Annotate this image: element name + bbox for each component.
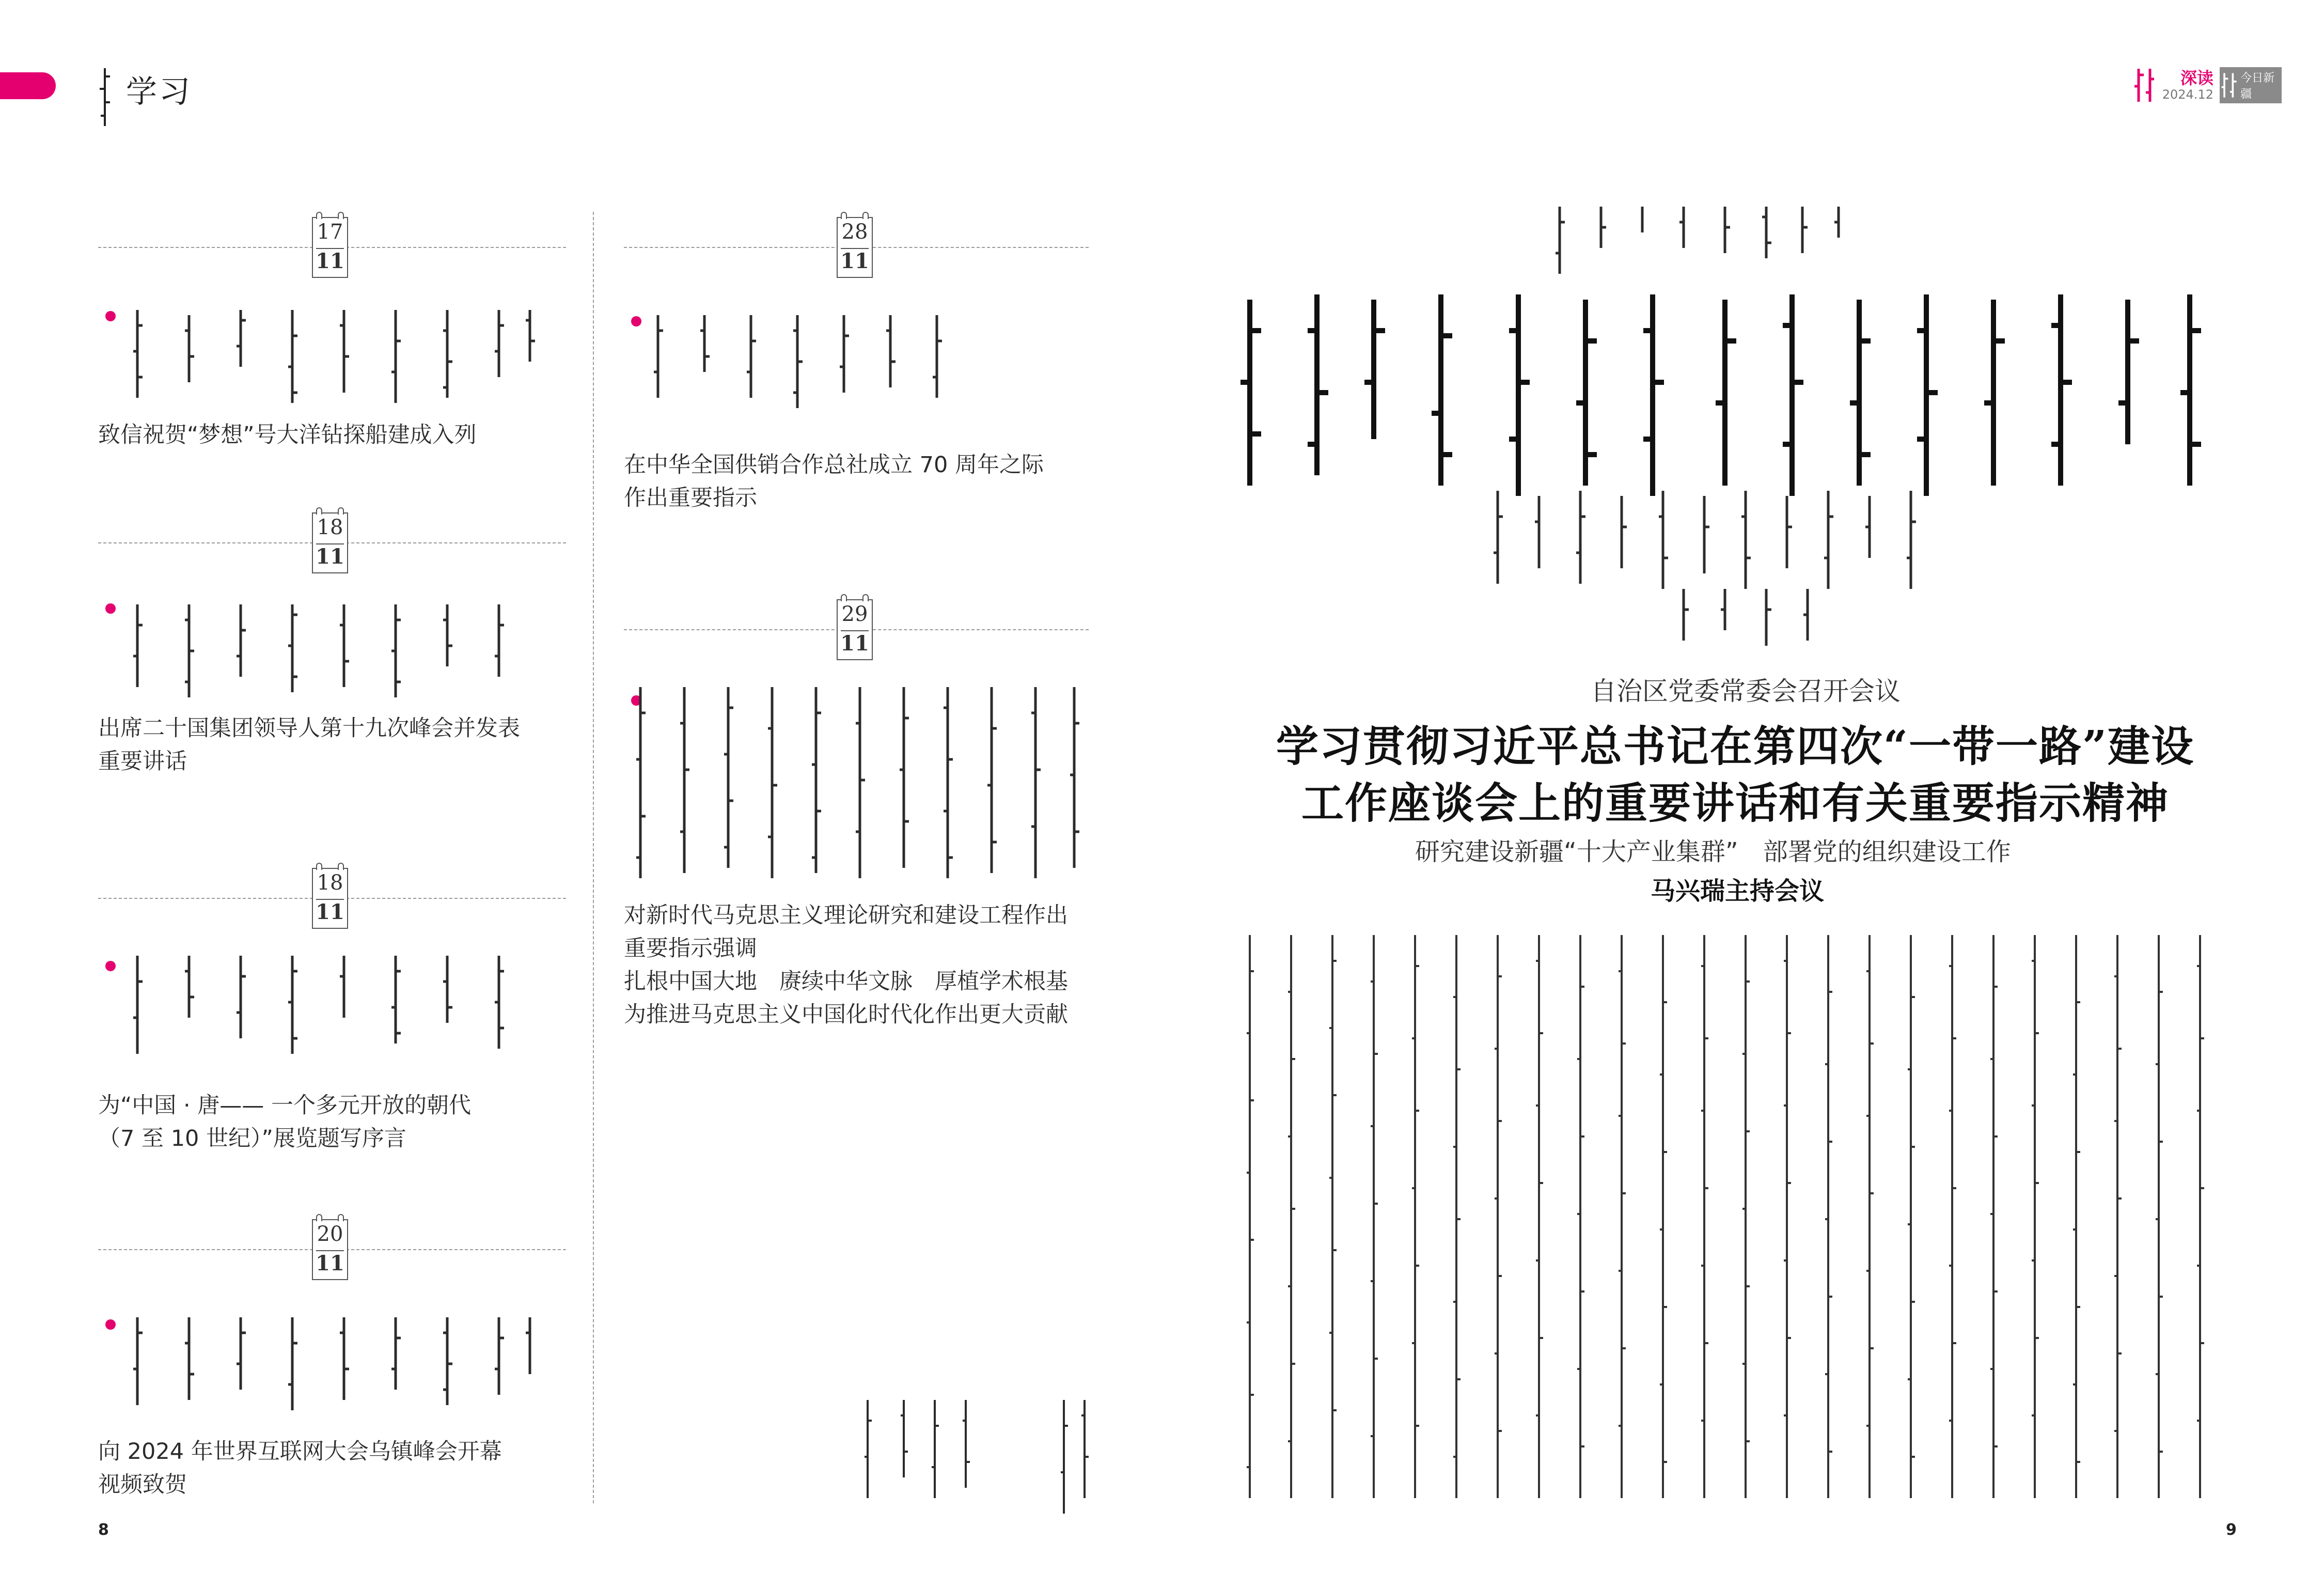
mongolian-source-note — [857, 1395, 1095, 1519]
caption-line: 向 2024 年世界互联网大会乌镇峰会开幕 — [98, 1439, 502, 1465]
mongolian-brand-mark — [2132, 66, 2156, 105]
mongolian-text-block — [122, 951, 545, 1064]
caption-line: 出席二十国集团领导人第十九次峰会并发表 — [98, 715, 520, 741]
bullet-dot — [105, 603, 116, 614]
calendar-month: 11 — [840, 249, 869, 273]
caption-line: 视频致贺 — [98, 1472, 187, 1498]
mongolian-text-block — [122, 1312, 545, 1415]
mongolian-logo-icon — [2220, 70, 2238, 101]
calendar-day: 20 — [317, 1222, 343, 1246]
page-number: 8 — [98, 1521, 109, 1539]
logo-text: 今日新疆 — [2240, 72, 2275, 101]
entry-caption — [98, 418, 477, 452]
calendar-day: 18 — [317, 516, 343, 539]
issue-date: 2024.12 — [2162, 87, 2213, 102]
bullet-dot — [105, 1319, 116, 1330]
calendar-month: 11 — [316, 249, 344, 273]
calendar-month: 11 — [840, 631, 869, 656]
mongolian-headline-block — [1229, 196, 2241, 651]
entry-caption — [98, 1089, 471, 1155]
mongolian-text-block — [122, 305, 545, 408]
calendar-month: 11 — [316, 1251, 344, 1275]
bullet-dot — [105, 311, 116, 321]
mongolian-text-block — [648, 310, 957, 413]
mongolian-script — [1229, 930, 2241, 1503]
calendar-icon — [312, 868, 348, 929]
entry-caption — [624, 448, 1044, 515]
section-title: 学习 — [126, 74, 192, 110]
caption-line: 对新时代马克思主义理论研究和建设工程作出 — [624, 902, 1068, 928]
article-presider: 马兴瑞主持会议 — [1651, 877, 1825, 906]
caption-line: 重要讲话 — [98, 749, 187, 774]
magazine-masthead — [2132, 64, 2282, 106]
caption-line: 为推进马克思主义中国化时代化作出更大贡献 — [624, 1002, 1068, 1027]
mongolian-script — [122, 951, 545, 1064]
calendar-icon — [312, 217, 348, 278]
article-subheading: 自治区党委常委会召开会议 — [1591, 676, 1901, 706]
mongolian-text-block — [630, 682, 1085, 883]
mongolian-script — [857, 1395, 1095, 1519]
caption-line: 扎根中国大地 赓续中华文脉 厚植学术根基 — [624, 969, 1068, 994]
bullet-dot — [105, 961, 116, 971]
entry-caption — [624, 899, 1068, 1031]
calendar-day: 29 — [841, 602, 868, 626]
mongolian-script — [1229, 196, 2241, 651]
article-subline: 研究建设新疆“十大产业集群” 部署党的组织建设工作 — [1415, 837, 2011, 866]
entry-caption — [98, 712, 520, 778]
caption-line: 作出重要指示 — [624, 485, 757, 511]
page-number: 9 — [2226, 1521, 2237, 1539]
calendar-icon — [837, 217, 873, 278]
column-divider — [593, 212, 594, 1503]
calendar-icon — [312, 512, 348, 573]
calendar-month: 11 — [316, 544, 344, 569]
mongolian-script — [122, 599, 545, 703]
bullet-dot — [631, 316, 641, 326]
caption-line: （7 至 10 世纪）”展览题写序言 — [98, 1126, 406, 1151]
caption-line: 重要指示强调 — [624, 936, 757, 961]
calendar-day: 18 — [317, 871, 343, 895]
calendar-day: 28 — [841, 220, 868, 244]
mongolian-script — [648, 310, 957, 413]
mongolian-script — [122, 305, 545, 408]
caption-line: 在中华全国供销合作总社成立 70 周年之际 — [624, 452, 1044, 478]
mongolian-section-label — [98, 66, 112, 128]
entry-caption — [98, 1435, 502, 1501]
calendar-day: 17 — [317, 220, 343, 244]
calendar-month: 11 — [316, 900, 344, 924]
mongolian-script — [122, 1312, 545, 1415]
caption-line: 为“中国 · 唐—— 一个多元开放的朝代 — [98, 1093, 471, 1118]
calendar-icon — [312, 1219, 348, 1280]
article-headline-line2: 工作座谈会上的重要讲话和有关重要指示精神 — [1301, 779, 2169, 828]
calendar-icon — [837, 599, 873, 660]
article-headline-line1: 学习贯彻习近平总书记在第四次“一带一路”建设 — [1276, 722, 2195, 771]
mongolian-script — [630, 682, 1085, 883]
section-tab — [0, 72, 56, 99]
brand-label: 深读 — [2180, 68, 2213, 88]
mongolian-text-block — [122, 599, 545, 703]
caption-line: 致信祝贺“梦想”号大洋钻探船建成入列 — [98, 422, 477, 448]
mongolian-body-text — [1229, 930, 2241, 1503]
publication-logo — [2220, 67, 2282, 103]
